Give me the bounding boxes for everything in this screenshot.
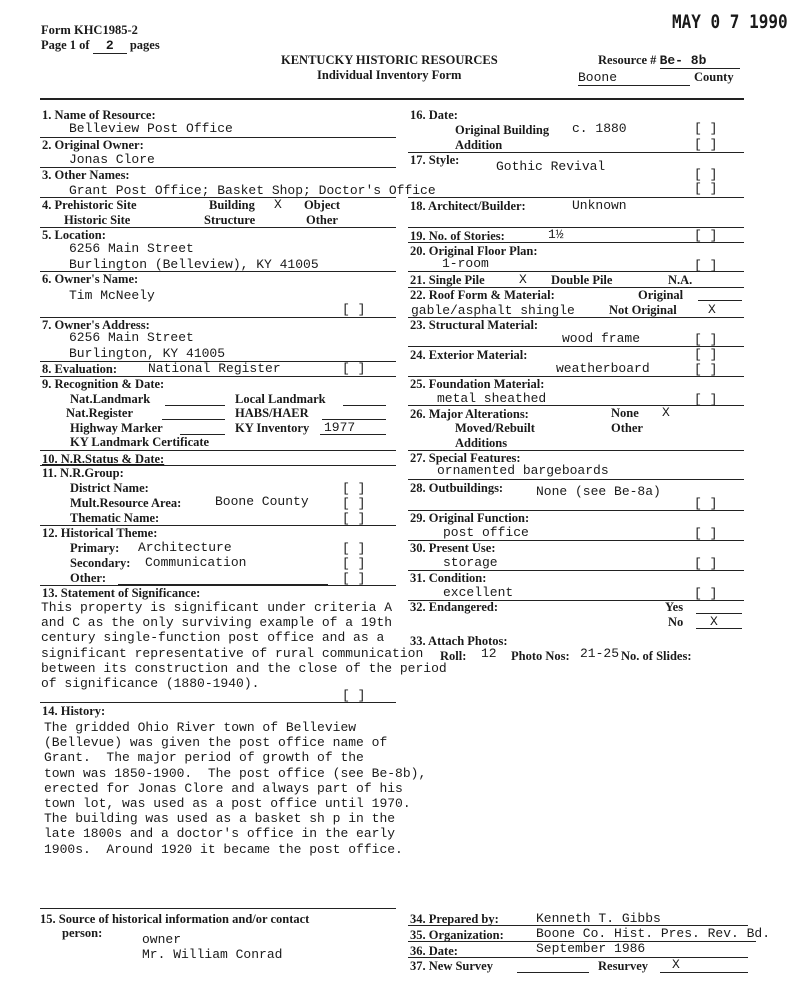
f4-prehistoric: 4. Prehistoric Site — [42, 198, 137, 212]
f16-orig: Original Building — [455, 123, 550, 137]
f2-value: Jonas Clore — [69, 152, 155, 167]
f17-label: 17. Style: — [410, 153, 460, 167]
f12-label: 12. Historical Theme: — [42, 526, 158, 540]
rule — [320, 434, 386, 435]
f20-label: 20. Original Floor Plan: — [410, 244, 538, 258]
f2-label: 2. Original Owner: — [42, 138, 144, 152]
f9-kyinv: KY Inventory — [235, 421, 310, 435]
f15-line2: Mr. William Conrad — [142, 947, 283, 962]
f27-label: 27. Special Features: — [410, 451, 521, 465]
f25-label: 25. Foundation Material: — [410, 377, 545, 391]
f1-label: 1. Name of Resource: — [42, 108, 156, 122]
f12-primary: Primary: — [70, 541, 120, 555]
f17-brackets: [ ] — [694, 167, 718, 182]
f37-label: 37. New Survey — [410, 959, 493, 973]
f15-line1: owner — [142, 932, 182, 947]
f3-label: 3. Other Names: — [42, 168, 130, 182]
f28-brackets: [ ] — [694, 496, 718, 511]
f13-text: This property is significant under criteria A and C as the only surviving example of a 19th century single-function post office and as a significant representative of rural communication between its construction and the close of the period of significance (1880-1940). — [41, 600, 447, 692]
page-count — [41, 38, 160, 54]
resource-num-value: Be- 8b — [660, 53, 740, 69]
f24-brackets: [ ] — [694, 347, 718, 362]
f26-other: Other — [611, 421, 643, 435]
f30-label: 30. Present Use: — [410, 541, 496, 555]
page-prefix: Page 1 of — [41, 38, 90, 52]
rule — [165, 405, 225, 406]
f30-brackets: [ ] — [694, 556, 718, 571]
f9-kylandmark: KY Landmark Certificate — [70, 435, 210, 449]
rule — [408, 242, 744, 243]
page-total: 2 — [93, 38, 127, 54]
f14-label: 14. History: — [42, 704, 106, 718]
f37-mark: X — [672, 957, 680, 972]
f22-label: 22. Roof Form & Material: — [410, 288, 555, 302]
rule — [408, 405, 744, 406]
f36-label: 36. Date: — [410, 944, 458, 958]
f26-mark: X — [662, 405, 670, 420]
received-date-stamp: MAY 0 7 1990 — [672, 10, 788, 33]
f14-text: The gridded Ohio River town of Belleview (Bellevue) was given the post office name of Grant. The major period of growth of the town was 1850-1900. The post office (see Be-8b), erected for Jonas Clore and always part of his town lot, was used as a post office until 1970. The building was used as a basket sh p in the late 1800s and a doctor's office in the early 1900s. Around 1920 it became the post office. — [44, 720, 427, 857]
f37-resurvey: Resurvey — [598, 959, 648, 973]
f26-moved: Moved/Rebuilt — [455, 421, 535, 435]
f30-value: storage — [443, 555, 498, 570]
f11-mult-value: Boone County — [215, 494, 309, 509]
f12-other: Other: — [70, 571, 107, 585]
f33-roll: Roll: — [440, 649, 467, 663]
f8-value: National Register — [148, 361, 281, 376]
form-id: Form KHC1985-2 — [41, 23, 138, 37]
f35-label: 35. Organization: — [410, 928, 504, 942]
f12-secondary-brackets: [ ] — [342, 556, 366, 571]
f11-mult-brackets: [ ] — [342, 496, 366, 511]
f10-label: 10. N.R.Status & Date: — [42, 452, 165, 466]
rule — [40, 702, 396, 703]
form-title: KENTUCKY HISTORIC RESOURCES — [281, 53, 498, 67]
f33-photo: Photo Nos: — [511, 649, 570, 663]
f3-value: Grant Post Office; Basket Shop; Doctor's Office — [69, 183, 436, 198]
f5-label: 5. Location: — [42, 228, 106, 242]
f5-line1: 6256 Main Street — [69, 241, 194, 256]
f18-label: 18. Architect/Builder: — [410, 199, 526, 213]
rule — [517, 972, 589, 973]
rule — [696, 613, 742, 614]
rule — [408, 479, 744, 480]
f12-primary-value: Architecture — [138, 540, 232, 555]
county-label: County — [694, 70, 734, 84]
f11-thematic-brackets: [ ] — [342, 511, 366, 526]
f29-value: post office — [443, 525, 529, 540]
f17-value: Gothic Revival — [496, 159, 606, 174]
f12-secondary: Secondary: — [70, 556, 131, 570]
rule — [40, 450, 396, 451]
rule — [162, 419, 225, 420]
f29-brackets: [ ] — [694, 526, 718, 541]
f33-slides: No. of Slides: — [621, 649, 692, 663]
f15-person: person: — [62, 926, 103, 940]
f15-label: 15. Source of historical information and/or contact — [40, 912, 310, 926]
f18-value: Unknown — [572, 198, 627, 213]
f4-building: Building — [209, 198, 255, 212]
f1-value: Belleview Post Office — [69, 121, 233, 136]
f16-label: 16. Date: — [410, 108, 458, 122]
f21-double: Double Pile — [551, 273, 613, 287]
f4-building-mark: X — [274, 197, 282, 212]
f35-value: Boone Co. Hist. Pres. Rev. Bd. — [536, 926, 771, 941]
f11-district-brackets: [ ] — [342, 481, 366, 496]
f32-label: 32. Endangered: — [410, 600, 498, 614]
f33-label: 33. Attach Photos: — [410, 634, 508, 648]
rule — [40, 908, 396, 909]
f24-value: weatherboard — [556, 361, 650, 376]
f11-label: 11. N.R.Group: — [42, 466, 124, 480]
f28-label: 28. Outbuildings: — [410, 481, 504, 495]
f7-label: 7. Owner's Address: — [42, 318, 150, 332]
f23-value: wood frame — [562, 331, 641, 346]
f9-natregister: Nat.Register — [66, 406, 133, 420]
f29-label: 29. Original Function: — [410, 511, 530, 525]
f16-add: Addition — [455, 138, 503, 152]
f36-value: September 1986 — [536, 941, 646, 956]
f24-label: 24. Exterior Material: — [410, 348, 528, 362]
f31-brackets: [ ] — [694, 586, 718, 601]
f13-label: 13. Statement of Significance: — [42, 586, 201, 600]
f9-label: 9. Recognition & Date: — [42, 377, 165, 391]
f5-line2: Burlington (Belleview), KY 41005 — [69, 257, 319, 272]
f7-line2: Burlington, KY 41005 — [69, 346, 226, 361]
f17-brackets-2: [ ] — [694, 181, 718, 196]
f8-brackets: [ ] — [342, 361, 366, 376]
f21-mark: X — [519, 272, 527, 287]
f19-label: 19. No. of Stories: — [410, 229, 505, 243]
f31-value: excellent — [443, 585, 514, 600]
f24-brackets-2: [ ] — [694, 362, 718, 377]
f16-add-brackets: [ ] — [694, 137, 718, 152]
f26-additions: Additions — [455, 436, 508, 450]
f19-value: 1½ — [548, 227, 564, 242]
f4-structure: Structure — [204, 213, 256, 227]
f9-natlandmark: Nat.Landmark — [70, 392, 151, 406]
f6-label: 6. Owner's Name: — [42, 272, 139, 286]
rule — [660, 972, 748, 973]
f22-value: gable/asphalt shingle — [411, 303, 575, 318]
f33-roll-value: 12 — [481, 646, 497, 661]
f16-orig-value: c. 1880 — [572, 121, 627, 136]
f20-brackets: [ ] — [694, 258, 718, 273]
f12-other-brackets: [ ] — [342, 571, 366, 586]
f23-brackets: [ ] — [694, 332, 718, 347]
f21-na: N.A. — [668, 273, 693, 287]
f22-original: Original — [638, 288, 684, 302]
f12-primary-brackets: [ ] — [342, 541, 366, 556]
f19-brackets: [ ] — [694, 228, 718, 243]
f25-brackets: [ ] — [694, 392, 718, 407]
f32-no: No — [668, 615, 684, 629]
resource-label: Resource # — [598, 53, 657, 67]
rule — [408, 271, 744, 272]
f23-label: 23. Structural Material: — [410, 318, 539, 332]
f9-habs: HABS/HAER — [235, 406, 309, 420]
f31-label: 31. Condition: — [410, 571, 487, 585]
form-subtitle: Individual Inventory Form — [317, 68, 462, 82]
f28-value: None (see Be-8a) — [536, 484, 661, 499]
f8-label: 8. Evaluation: — [42, 362, 118, 376]
f9-kyinv-value: 1977 — [324, 420, 356, 435]
page-suffix: pages — [129, 38, 160, 52]
f25-value: metal sheathed — [437, 391, 547, 406]
f11-mult: Mult.Resource Area: — [70, 496, 182, 510]
f4-historic: Historic Site — [64, 213, 131, 227]
f22-mark: X — [708, 302, 716, 317]
f21-label: 21. Single Pile — [410, 273, 485, 287]
f20-value: 1-room — [442, 256, 489, 271]
f4-other: Other — [306, 213, 338, 227]
header-rule — [40, 98, 744, 100]
f6-value: Tim McNeely — [69, 288, 155, 303]
f22-notorig: Not Original — [609, 303, 677, 317]
f34-label: 34. Prepared by: — [410, 912, 499, 926]
rule — [343, 405, 386, 406]
f32-yes: Yes — [665, 600, 684, 614]
f7-line1: 6256 Main Street — [69, 330, 194, 345]
f26-none: None — [611, 406, 639, 420]
f11-thematic: Thematic Name: — [70, 511, 160, 525]
f34-value: Kenneth T. Gibbs — [536, 911, 661, 926]
f33-photo-value: 21-25 — [580, 646, 620, 661]
f11-district: District Name: — [70, 481, 149, 495]
rule — [696, 628, 742, 629]
f12-secondary-value: Communication — [145, 555, 247, 570]
f26-label: 26. Major Alterations: — [410, 407, 529, 421]
f9-highway: Highway Marker — [70, 421, 163, 435]
rule — [408, 957, 748, 958]
f9-locallandmark: Local Landmark — [235, 392, 326, 406]
county — [578, 68, 734, 86]
f32-mark: X — [710, 614, 718, 629]
f4-object: Object — [304, 198, 341, 212]
f16-orig-brackets: [ ] — [694, 121, 718, 136]
county-value: Boone — [578, 70, 690, 86]
rule — [698, 300, 742, 301]
resource-number — [598, 53, 740, 69]
f27-value: ornamented bargeboards — [437, 463, 609, 478]
f6-brackets: [ ] — [342, 302, 366, 317]
f13-brackets: [ ] — [342, 688, 366, 703]
